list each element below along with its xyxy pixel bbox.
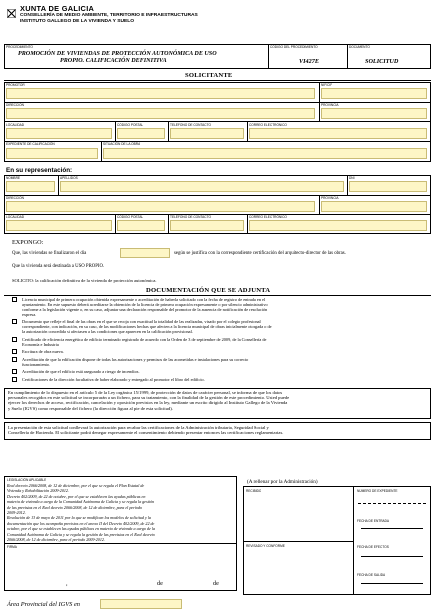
doc-item-6: Acreditación de que el edificio está asegurado a riesgo de incendios. [22, 369, 140, 374]
admin-title: (A rellenar por la Administración) [247, 479, 318, 485]
expediente-field[interactable] [6, 148, 98, 159]
fecha-entrada-label: FECHA DE ENTRADA [357, 519, 390, 523]
codigo-postal-field[interactable] [117, 128, 165, 139]
area-provincial-label: Área Provincial del IGVS en [7, 601, 80, 608]
rep-dni-label: DNI [349, 176, 355, 180]
correo-label: CORREO ELECTRÓNICO [249, 123, 287, 127]
expediente-label: EXPEDIENTE DE CALIFICACIÓN [6, 142, 55, 146]
localidad-field[interactable] [6, 128, 112, 139]
fecha-salida-label: FECHA DE SALIDA [357, 573, 386, 577]
promotor-field[interactable] [6, 88, 315, 99]
doc-checkbox-7[interactable] [12, 377, 17, 382]
fecha-finalizacion-field[interactable] [120, 248, 170, 258]
data-protection-text: En cumplimiento de lo dispuesto en el artículo 5 de la Ley orgánica 15/1999, de protección de datos de carácter personal, se informa de que los datos personales recogidos en este solicitud se incorporarán a un fichero, para su tratamiento, con la finalidad de la gestión de este procedimiento. Usted puede ejercer los derechos de acceso, rectificación, cancelación y oposición previstos en la ley, mediante un escrito dirigido al Instituto Gallego de la Vivienda y Suelo (IGVS) como responsable del fichero (la dirección figura al pie de esta solicitud). [8, 390, 290, 411]
area-provincial-field[interactable] [100, 599, 182, 609]
rep-direccion-field[interactable] [6, 201, 315, 212]
expongo-line1b: según se justifica con la correspondiente certificación del arquitecto-director de las obras. [174, 251, 346, 256]
legislation-title: LEGISLACIÓN APLICABLE [7, 478, 47, 482]
rep-localidad-label: LOCALIDAD [6, 215, 25, 219]
doc-item-1: Licencia municipal de primera ocupación obtenida expresamente o acreditación de haberla solicitado con la fecha de registro de entrada en el ayuntamiento. En este supuesto deberá acreditarse la obtención de la licencia de primera ocupación expresamente o por silencio administrativo conforme a la legislación vigente o, en su caso, adjuntar una declaración responsable del promotor de la ausencia de notificación de resolución expresa. [22, 297, 268, 317]
situacion-label: SITUACIÓN DE LA OBRA [103, 142, 141, 146]
solicito-line: SOLICITO: la calificación definitiva de la vivienda de protección autonómica. [12, 278, 157, 283]
rep-codigo-postal-field[interactable] [117, 220, 165, 231]
nif-label: NIF/CIF [321, 83, 333, 87]
doc-item-5: Acreditación de que la edificación dispone de todas las autorizaciones y permisos de las acometidas e instalaciones para su correcto funcionamiento. [22, 357, 249, 367]
fecha-salida-value [361, 583, 423, 584]
rep-correo-field[interactable] [249, 220, 427, 231]
recibido-label: RECIBIDO [246, 489, 262, 493]
expongo-line1a: Que, las viviendas se finalizaron el día [12, 251, 87, 256]
rep-apellidos-field[interactable] [60, 181, 344, 192]
rep-provincia-label: PROVINCIA [321, 196, 339, 200]
authorization-text: La presentación de esta solicitud conllevará la autorización para recabar las certificaciones de la Administración tributaria, Seguridad Social y Consellería de Hacienda. El solicitante podrá denegar expresamente el consentimiento debiendo presentar entonces las certificaciones reglamentarias. [8, 425, 284, 436]
doc-item-2: Documento que refleje el final de las obras en el que se recoja con exactitud la totalidad de las realizadas, visado por el colegio profesional correspondiente, con indicación, en su caso, de las modificaciones hechas que afecten a la licencia municipal de obras inicialmente otorgada o de la autorización concedida si afectasen a las condiciones que aparecen en la calificación provisional. [22, 319, 272, 334]
rep-nombre-label: NOMBRE [6, 176, 20, 180]
procedure-title: PROMOCIÓN DE VIVIENDAS DE PROTECCIÓN AUTONÓMICA DE USO PROPIO. CALIFICACIÓN DEFINITIVA [18, 51, 217, 64]
doc-item-7: Certificaciones de la dirección facultativa de haber elaborado y entregado al promotor el libro del edificio. [22, 377, 205, 382]
rep-telefono-field[interactable] [170, 220, 244, 231]
documentacion-title: DOCUMENTACIÓN QUE SE ADJUNTA [146, 287, 271, 294]
doc-checkbox-5[interactable] [12, 357, 17, 362]
rep-nombre-field[interactable] [6, 181, 55, 192]
rep-provincia-field[interactable] [321, 201, 427, 212]
provincia-field[interactable] [321, 108, 427, 119]
doc-checkbox-6[interactable] [12, 369, 17, 374]
rep-direccion-label: DIRECCIÓN [6, 196, 24, 200]
expongo-line2: Que la vivienda será destinada a USO PROPIO. [12, 264, 105, 269]
rep-correo-label: CORREO ELECTRÓNICO [249, 215, 287, 219]
org-institute: INSTITUTO GALLEGO DE LA VIVIENDA Y SUELO [20, 19, 135, 24]
document-type: SOLICITUD [365, 58, 399, 65]
doc-checkbox-4[interactable] [12, 349, 17, 354]
provincia-label: PROVINCIA [321, 103, 339, 107]
doc-item-4: Escritura de obra nueva. [22, 349, 64, 354]
telefono-field[interactable] [170, 128, 244, 139]
representacion-title: En su representación: [6, 167, 73, 174]
telefono-label: TELÉFONO DE CONTACTO [170, 123, 211, 127]
org-name: XUNTA DE GALICIA [20, 4, 95, 13]
org-department: CONSELLERÍA DE MEDIO AMBIENTE, TERRITORIO E INFRAESTRUCTURAS [20, 13, 198, 18]
document-label: DOCUMENTO [349, 45, 370, 49]
direccion-label: DIRECCIÓN [6, 103, 24, 107]
rep-dni-field[interactable] [349, 181, 427, 192]
procedure-code-label: CÓDIGO DEL PROCEDIMIENTO [270, 45, 318, 49]
doc-checkbox-1[interactable] [12, 297, 17, 302]
doc-item-3: Certificado de eficiencia energética de edificio terminado registrado de acuerdo con la Orden de 3 de septiembre de 2009, de la Consellería de Economía e Industria [22, 337, 267, 347]
promotor-label: PROMOTOR [6, 83, 25, 87]
fecha-efectos-label: FECHA DE EFECTOS [357, 545, 389, 549]
rep-codigo-postal-label: CÓDIGO POSTAL [117, 215, 144, 219]
situacion-field[interactable] [103, 148, 427, 159]
fecha-efectos-value [361, 556, 423, 557]
direccion-field[interactable] [6, 108, 315, 119]
num-expediente-label: NÚMERO DE EXPEDIENTE [357, 489, 398, 493]
correo-field[interactable] [249, 128, 427, 139]
nif-field[interactable] [321, 88, 427, 99]
codigo-postal-label: CÓDIGO POSTAL [117, 123, 144, 127]
rep-apellidos-label: APELLIDOS [60, 176, 78, 180]
fecha-entrada-value [361, 528, 423, 529]
doc-checkbox-2[interactable] [12, 319, 17, 324]
solicitante-title: SOLICITANTE [185, 72, 233, 79]
signature-area[interactable] [7, 550, 235, 574]
firma-label: FIRMA [7, 545, 17, 549]
expongo-title: EXPONGO: [12, 239, 44, 246]
revisado-label: REVISADO Y CONFORME [246, 544, 285, 548]
doc-checkbox-3[interactable] [12, 337, 17, 342]
xunta-logo-icon [7, 5, 16, 14]
rep-localidad-field[interactable] [6, 220, 112, 231]
localidad-label: LOCALIDAD [6, 123, 25, 127]
rep-telefono-label: TELÉFONO DE CONTACTO [170, 215, 211, 219]
procedure-label: PROCEDIMIENTO [6, 45, 33, 49]
legislation-text: Real decreto 2066/2008, de 12 de diciembre, por el que se regula el Plan Estatal de Vivienda y Rehabilitación 2009-2012. Decreto 402/2009, de 22 de octubre, por el que se establecen las ayudas públicas en materia de vivienda a cargo de la Comunidad Autónoma de Galicia y se regula la gestión de las previstas en el Real decreto 2066/2008, de 12 de diciembre, para el período 2009-2012. Resolución de 13 de mayo de 2011 por la que se modifican los modelos de solicitud y la documentación que los acompaña previstos en el anexo II del Decreto 402/2009, de 22 de octubre, por el que se establecen las ayudas públicas en materia de vivienda a cargo de la Comunidad Autónoma de Galicia y se regula la gestión de las previstas en el Real decreto 2066/2008, de 12 de diciembre, para el período 2009-2012. [7, 483, 156, 543]
procedure-code: VI427E [299, 58, 319, 65]
